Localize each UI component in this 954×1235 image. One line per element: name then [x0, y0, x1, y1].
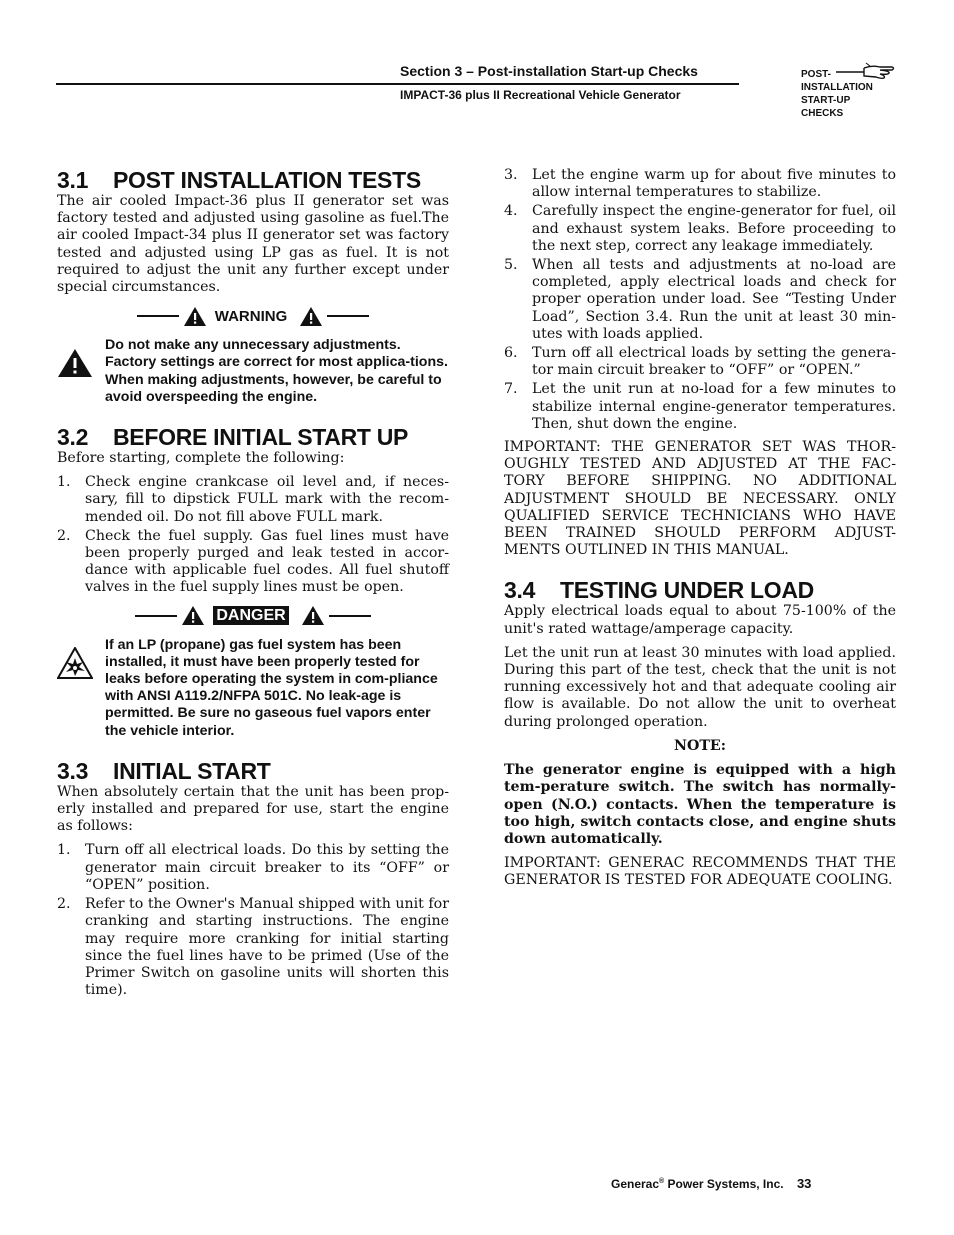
- section-3-4-heading: [504, 577, 896, 603]
- warning-callout: [57, 303, 449, 406]
- banner-rule: [135, 615, 177, 617]
- list-item: 4. Carefully inspect the engine-generator for fuel, oil and exhaust system leaks. Before proceeding to the next step, correct any leakage immediately.: [504, 203, 896, 254]
- section-number: 3.3: [57, 757, 89, 784]
- section-3-3-heading: [57, 758, 449, 784]
- section-number: 3.2: [57, 424, 89, 451]
- section-tab: [801, 68, 873, 120]
- header-rule: [56, 83, 739, 85]
- warning-banner: [57, 303, 449, 329]
- banner-rule: [327, 315, 369, 317]
- left-column: [57, 167, 449, 1005]
- warning-triangle-icon: [181, 605, 205, 626]
- initial-start-list-continued: [504, 167, 896, 433]
- warning-triangle-icon: [301, 605, 325, 626]
- page-number: 33: [796, 1176, 812, 1191]
- warning-triangle-icon: [299, 306, 323, 327]
- note-title: NOTE:: [674, 737, 726, 754]
- list-item: 1. Check engine crankcase oil level and, if neces-sary, fill to dipstick FULL mark with the recom-mended oil. Do not fill above FULL mark.: [57, 474, 449, 525]
- note-text: The generator engine is equipped with a high tem-perature switch. The switch has normally-open (N.O.) contacts. When the temperature is too high, switch contacts close, and engine shuts down automatically.: [504, 762, 896, 847]
- footer-company: Generac: [611, 1177, 660, 1191]
- warning-label: WARNING: [214, 307, 288, 325]
- warning-triangle-icon: [57, 348, 93, 378]
- list-item: 6. Turn off all electrical loads by setting the genera-tor main circuit breaker to “OFF” or “OPEN.”: [504, 345, 896, 379]
- warning-triangle-icon: [183, 306, 207, 327]
- section-title: TESTING UNDER LOAD: [560, 577, 814, 604]
- danger-callout: [57, 603, 449, 740]
- section-title: INITIAL START: [113, 757, 271, 784]
- section-3-1-paragraph: The air cooled Impact-36 plus II generator set was factory tested and adjusted using gasoline as fuel.The air cooled Impact-34 plus II generator set was factory tested and adjusted using LP gas as fuel. It is not required to adjust the unit any further except under special circumstances.: [57, 193, 449, 296]
- list-item: 1. Turn off all electrical loads. Do this by setting the generator main circuit breaker to its “OFF” or “OPEN” position.: [57, 842, 449, 893]
- section-3-2-intro: Before starting, complete the following:: [57, 450, 345, 467]
- right-column: [504, 167, 896, 897]
- list-item: 5. When all tests and adjustments at no-load are completed, apply electrical loads and check for proper operation under load. See “Testing Under Load”, Section 3.4. Run the unit at least 30 min-utes with loads applied.: [504, 257, 896, 342]
- before-start-list: [57, 474, 449, 596]
- list-item: 2. Refer to the Owner's Manual shipped with unit for cranking and starting instructions. The engine may require more cranking for initial starting since the fuel lines have to be primed (Use of the Primer Switch on gasoline units will shorten this time).: [57, 896, 449, 999]
- section-header-subtitle: IMPACT-36 plus II Recreational Vehicle Generator: [400, 88, 681, 102]
- section-3-4-paragraph: Apply electrical loads equal to about 75-100% of the unit's rated wattage/amperage capacity.: [504, 603, 896, 637]
- section-number: 3.1: [57, 167, 89, 193]
- section-3-2-heading: [57, 424, 449, 450]
- section-number: 3.4: [504, 577, 536, 604]
- section-tab-line: CHECKS: [801, 108, 844, 119]
- list-item: 2. Check the fuel supply. Gas fuel lines must have been properly purged and leak tested in accor-dance with applicable fuel codes. All fuel shutoff valves in the fuel supply lines must be open.: [57, 527, 449, 596]
- danger-banner: [57, 603, 449, 629]
- important-notice: IMPORTANT: THE GENERATOR SET WAS THOR-OUGHLY TESTED AND ADJUSTED AT THE FAC-TORY BEFORE SHIPPING. NO ADDITIONAL ADJUSTMENT SHOULD BE NECESSARY. ONLY QUALIFIED SERVICE TECHNICIANS WHO HAVE BEEN TRAINED SHOULD PERFORM ADJUST-MENTS OUTLINED IN THIS MANUAL.: [504, 439, 896, 559]
- explosion-hazard-icon: [57, 647, 93, 679]
- section-3-1-heading: [57, 167, 449, 193]
- important-notice: IMPORTANT: GENERAC RECOMMENDS THAT THE GENERATOR IS TESTED FOR ADEQUATE COOLING.: [504, 855, 896, 889]
- warning-text: Do not make any unnecessary adjustments. Factory settings are correct for most applica-tions. When making adjustments, however, be careful to avoid overspeeding the engine.: [105, 337, 448, 405]
- danger-label: DANGER: [213, 606, 288, 625]
- danger-text: If an LP (propane) gas fuel system has been installed, it must have been properly tested for leaks before operating the system in com-pliance with ANSI A119.2/NFPA 501C. No leak-age is permitted. Be sure no gaseous fuel vapors enter the vehicle interior.: [105, 636, 438, 739]
- registered-mark: ®: [659, 1178, 665, 1185]
- section-title: BEFORE INITIAL START UP: [113, 424, 409, 451]
- page-footer: [611, 1176, 811, 1191]
- section-tab-line: POST-: [801, 69, 832, 80]
- section-3-3-intro: When absolutely certain that the unit has been prop-erly installed and prepared for use, start the engine as follows:: [57, 783, 449, 835]
- section-header-title: Section 3 – Post-installation Start-up Checks: [400, 63, 698, 79]
- banner-rule: [137, 315, 179, 317]
- banner-rule: [329, 615, 371, 617]
- list-item: 7. Let the unit run at no-load for a few minutes to stabilize internal engine-generator temperatures. Then, shut down the engine.: [504, 381, 896, 432]
- section-title: POST INSTALLATION TESTS: [113, 167, 421, 193]
- section-tab-line: INSTALLATION: [801, 82, 873, 93]
- section-3-4-paragraph: Let the unit run at least 30 minutes with load applied. During this part of the test, check that the unit is not running excessively hot and that adequate cooling air flow is available. Do not allow the unit to overheat during prolonged operation.: [504, 644, 896, 730]
- section-tab-line: START-UP: [801, 95, 851, 106]
- footer-company-rest: Power Systems, Inc.: [664, 1177, 784, 1191]
- initial-start-list: [57, 842, 449, 999]
- list-item: 3. Let the engine warm up for about five minutes to allow internal temperatures to stabilize.: [504, 167, 896, 201]
